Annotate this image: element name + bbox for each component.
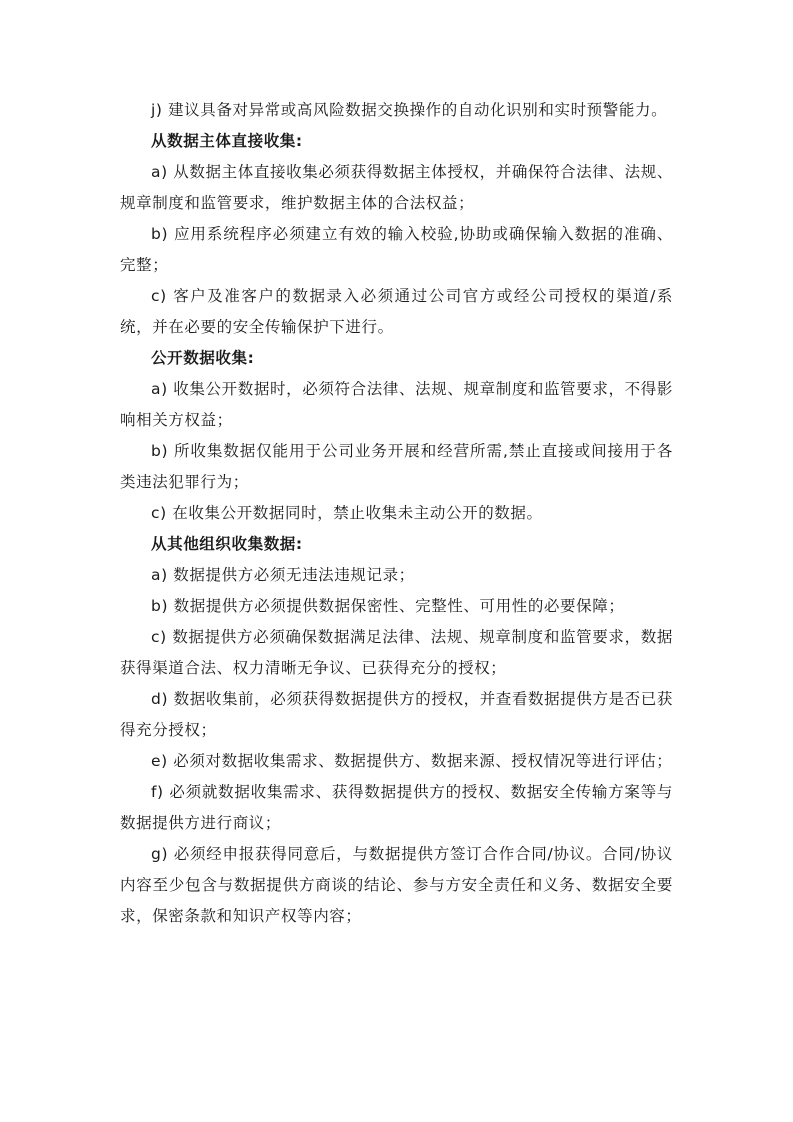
paragraph-other-c: c) 数据提供方必须确保数据满足法律、法规、规章制度和监管要求，数据获得渠道合法、权力清晰无争议、已获得充分的授权；	[120, 628, 673, 677]
paragraph-direct-a: a) 从数据主体直接收集必须获得数据主体授权，并确保符合法律、法规、规章制度和监管要求，维护数据主体的合法权益；	[120, 163, 673, 212]
paragraph-other-f: f) 必须就数据收集需求、获得数据提供方的授权、数据安全传输方案等与数据提供方进行商议；	[120, 783, 673, 832]
paragraph-public-a: a) 收集公开数据时，必须符合法律、法规、规章制度和监管要求，不得影响相关方权益；	[120, 380, 673, 429]
section-heading-other-org-collection: 从其他组织收集数据:	[151, 535, 303, 553]
paragraph-other-b: b) 数据提供方必须提供数据保密性、完整性、可用性的必要保障；	[151, 597, 625, 615]
paragraph-other-a: a) 数据提供方必须无违法违规记录；	[151, 566, 415, 584]
paragraph-public-c: c) 在收集公开数据同时，禁止收集未主动公开的数据。	[151, 504, 543, 522]
paragraph-public-b: b) 所收集数据仅能用于公司业务开展和经营所需,禁止直接或间接用于各类违法犯罪行为；	[120, 442, 673, 491]
paragraph-other-e: e) 必须对数据收集需求、数据提供方、数据来源、授权情况等进行评估；	[151, 752, 673, 770]
section-heading-public-collection: 公开数据收集:	[151, 349, 255, 367]
paragraph-direct-b: b) 应用系统程序必须建立有效的输入校验,协助或确保输入数据的准确、完整；	[120, 225, 673, 274]
paragraph-other-d: d) 数据收集前，必须获得数据提供方的授权，并查看数据提供方是否已获得充分授权；	[120, 690, 673, 739]
paragraph-direct-c: c) 客户及准客户的数据录入必须通过公司官方或经公司授权的渠道/系统，并在必要的安全传输保护下进行。	[120, 287, 673, 336]
paragraph-other-g: g) 必须经申报获得同意后，与数据提供方签订合作合同/协议。合同/协议内容至少包含与数据提供方商谈的结论、参与方安全责任和义务、数据安全要求，保密条款和知识产权等内容；	[120, 845, 673, 925]
paragraph-j: j) 建议具备对异常或高风险数据交换操作的自动化识别和实时预警能力。	[151, 101, 668, 119]
section-heading-direct-collection: 从数据主体直接收集:	[151, 132, 303, 150]
